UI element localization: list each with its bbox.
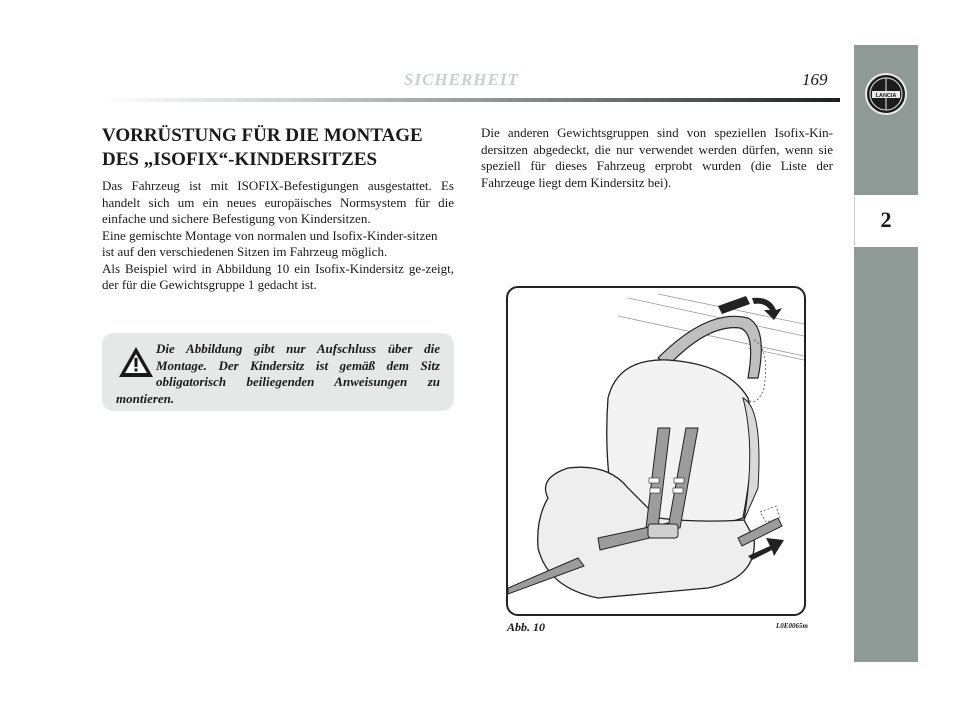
body-paragraph: ist auf den verschiedenen Sitzen im Fahrzeug möglich. — [102, 244, 388, 259]
body-paragraph: Als Beispiel wird in Abbildung 10 ein Isofix-Kindersitz ge-zeigt, der für die Gewichtsgruppe 1 gedacht ist. — [102, 260, 454, 292]
logo-lettering: LANCIA — [875, 93, 897, 99]
header-rule — [100, 98, 840, 102]
section-heading-line2: DES „ISOFIX“-KINDERSITZES — [102, 149, 378, 170]
figure-code: L0E0065m — [776, 622, 808, 630]
tab-bottom-block — [854, 247, 918, 662]
chapter-number: 2 — [880, 207, 892, 232]
warning-triangle-icon — [116, 341, 156, 389]
left-body-text — [102, 178, 454, 294]
warning-text: Die Abbildung gibt nur Aufschluss über die Montage. Der Kindersitz ist gemäß dem Sitz obligatorisch beiliegenden Anweisungen zu montieren. — [116, 341, 440, 406]
running-header-title: SICHERHEIT — [404, 70, 519, 89]
body-paragraph: Das Fahrzeug ist mit ISOFIX-Befestigungen ausgestattet. Es handelt sich um ein neues europäisches Normsystem für die einfache und sichere Befestigung von Kindersitzen. — [102, 178, 454, 226]
body-paragraph: Die anderen Gewichtsgruppen sind von speziellen Isofix-Kin-dersitzen abgedeckt, die nur verwendet werden dürfen, wenn sie speziell für dieses Fahrzeug erprobt wurden (die Liste der Fahrzeuge liegt dem Kindersitz bei). — [481, 125, 833, 190]
figure-frame — [506, 286, 806, 616]
figure-caption: Abb. 10 — [507, 620, 546, 634]
body-paragraph: Eine gemischte Montage von normalen und Isofix-Kinder-sitzen — [102, 227, 438, 243]
section-heading — [102, 124, 462, 172]
tab-top-block — [854, 45, 918, 195]
section-heading-line1: VORRÜSTUNG FÜR DIE MONTAGE — [102, 125, 423, 146]
warning-box — [102, 333, 454, 411]
right-body-text — [481, 125, 833, 191]
lancia-logo — [864, 72, 908, 116]
page-number: 169 — [802, 70, 828, 89]
warning-text-block — [116, 341, 440, 407]
isofix-child-seat-illustration — [508, 288, 804, 614]
